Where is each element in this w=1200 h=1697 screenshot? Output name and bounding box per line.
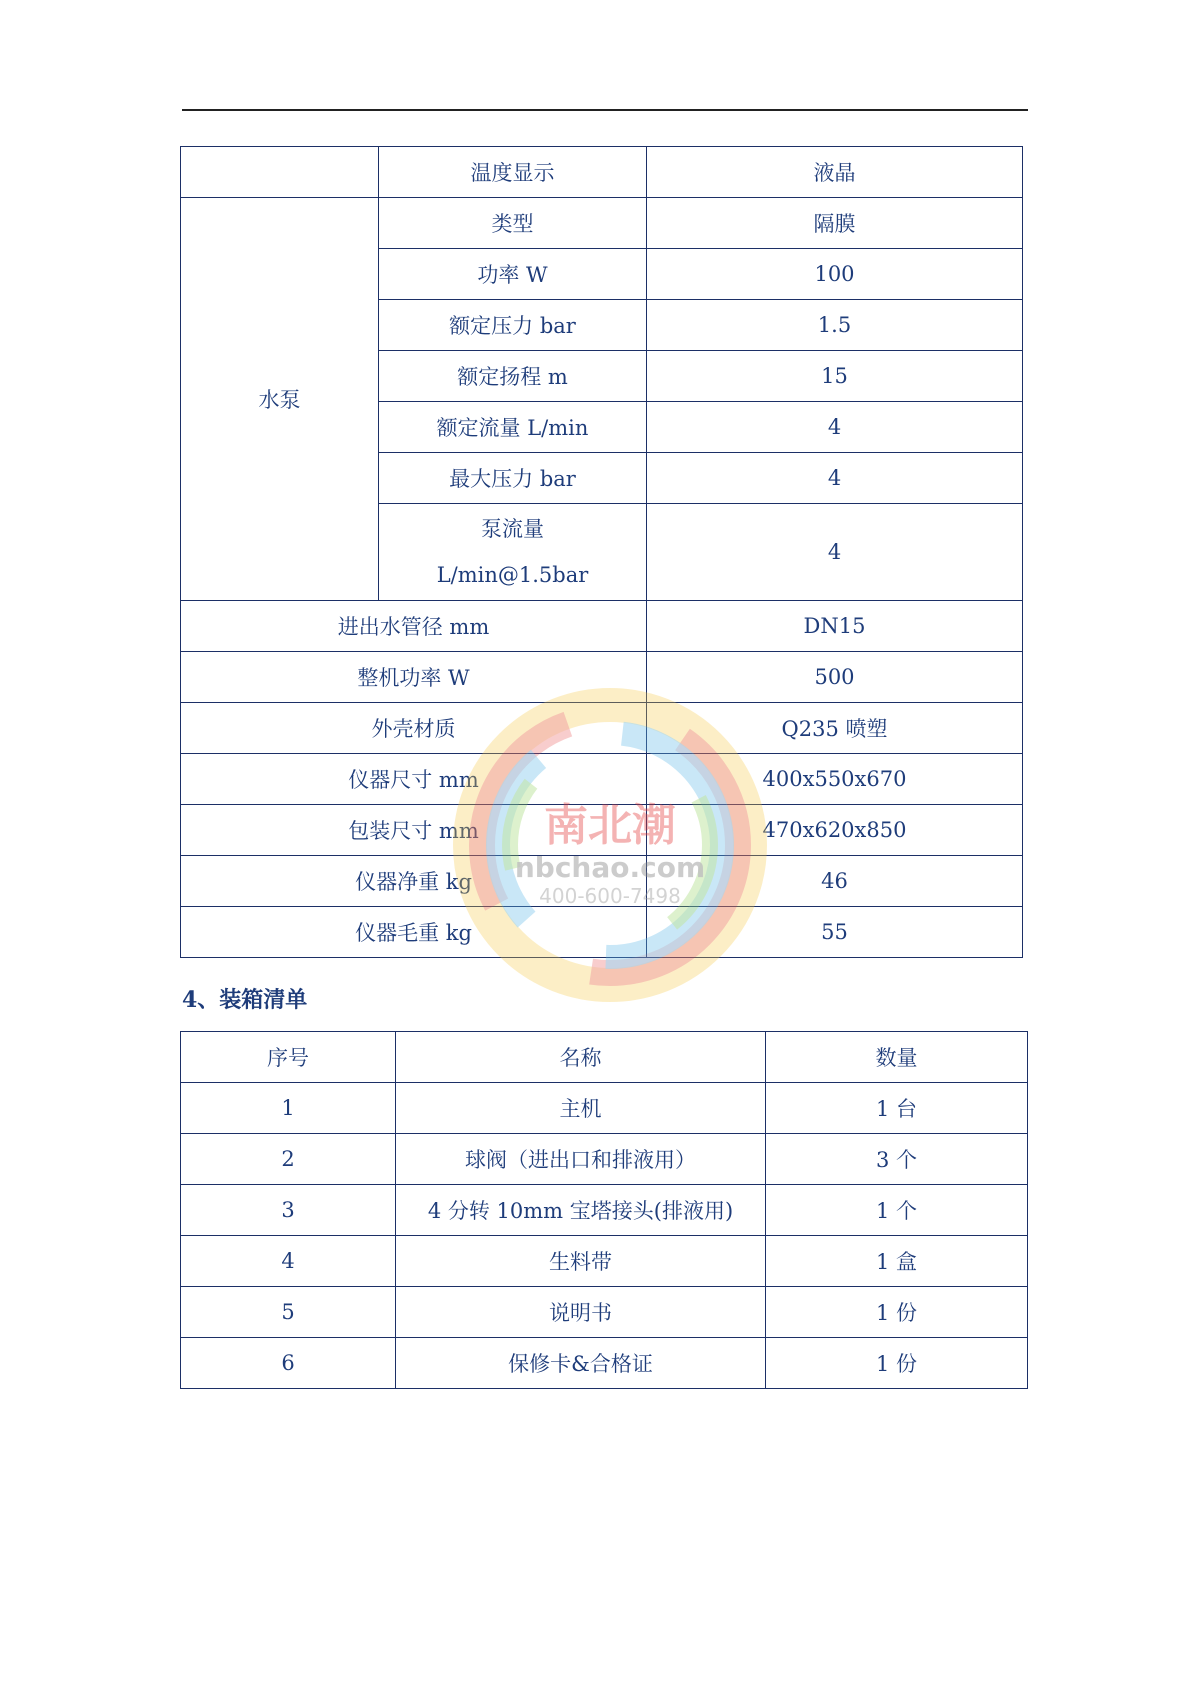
spec-value: 4 [647, 453, 1023, 504]
spec-value: 4 [647, 504, 1023, 601]
spec-label: 类型 [379, 198, 647, 249]
spec-label: 仪器净重 kg [181, 856, 647, 907]
flow-label-line2: L/min@1.5bar [436, 563, 589, 587]
spec-label: 外壳材质 [181, 703, 647, 754]
spec-value: 400x550x670 [647, 754, 1023, 805]
table-row [181, 805, 1023, 856]
spec-value: 15 [647, 351, 1023, 402]
table-row [181, 198, 1023, 249]
spec-value: 470x620x850 [647, 805, 1023, 856]
spec-value: DN15 [647, 601, 1023, 652]
table-row [181, 703, 1023, 754]
table-row [181, 147, 1023, 198]
spec-table [180, 146, 1023, 958]
row-index: 5 [181, 1287, 396, 1338]
item-qty: 1 份 [766, 1287, 1028, 1338]
watermark-brand: 南北潮 [544, 800, 676, 851]
item-qty: 3 个 [766, 1134, 1028, 1185]
row-index: 4 [181, 1236, 396, 1287]
spec-label: 仪器毛重 kg [181, 907, 647, 958]
item-qty: 1 台 [766, 1083, 1028, 1134]
table-row [181, 1236, 1028, 1287]
spec-label-flow [379, 504, 647, 601]
spec-value: 100 [647, 249, 1023, 300]
table-row [181, 1287, 1028, 1338]
packing-list-table [180, 1031, 1028, 1389]
item-name: 说明书 [396, 1287, 766, 1338]
spec-value: 55 [647, 907, 1023, 958]
table-row [181, 652, 1023, 703]
table-row [181, 1083, 1028, 1134]
watermark-domain: nbchao.com [514, 851, 706, 884]
header-rule [182, 109, 1028, 111]
spec-label: 最大压力 bar [379, 453, 647, 504]
spec-value: 46 [647, 856, 1023, 907]
pump-group-label: 水泵 [181, 198, 379, 601]
section-title: 4、装箱清单 [182, 987, 308, 1013]
item-name: 4 分转 10mm 宝塔接头(排液用) [396, 1185, 766, 1236]
spec-label: 额定扬程 m [379, 351, 647, 402]
item-name: 保修卡&合格证 [396, 1338, 766, 1389]
item-qty: 1 个 [766, 1185, 1028, 1236]
spec-label: 额定流量 L/min [379, 402, 647, 453]
table-row [181, 856, 1023, 907]
spec-value: 500 [647, 652, 1023, 703]
spec-label: 额定压力 bar [379, 300, 647, 351]
table-row [181, 1185, 1028, 1236]
item-name: 主机 [396, 1083, 766, 1134]
spec-label: 包装尺寸 mm [181, 805, 647, 856]
table-row [181, 907, 1023, 958]
row-index: 1 [181, 1083, 396, 1134]
item-qty: 1 份 [766, 1338, 1028, 1389]
row-index: 3 [181, 1185, 396, 1236]
column-header: 名称 [396, 1032, 766, 1083]
spec-value: 1.5 [647, 300, 1023, 351]
spec-label: 温度显示 [379, 147, 647, 198]
spec-label: 仪器尺寸 mm [181, 754, 647, 805]
spec-label: 功率 W [379, 249, 647, 300]
flow-label-line1: 泵流量 [481, 517, 544, 541]
row-index: 2 [181, 1134, 396, 1185]
table-row [181, 601, 1023, 652]
item-name: 生料带 [396, 1236, 766, 1287]
column-header: 数量 [766, 1032, 1028, 1083]
column-header: 序号 [181, 1032, 396, 1083]
table-row [181, 754, 1023, 805]
spec-label: 整机功率 W [181, 652, 647, 703]
spec-value: 隔膜 [647, 198, 1023, 249]
table-header-row [181, 1032, 1028, 1083]
table-row [181, 1338, 1028, 1389]
spec-label: 进出水管径 mm [181, 601, 647, 652]
item-qty: 1 盒 [766, 1236, 1028, 1287]
row-index: 6 [181, 1338, 396, 1389]
watermark-phone: 400-600-7498 [539, 884, 681, 908]
spec-empty-cell [181, 147, 379, 198]
spec-value: 4 [647, 402, 1023, 453]
table-row [181, 1134, 1028, 1185]
spec-value: Q235 喷塑 [647, 703, 1023, 754]
item-name: 球阀（进出口和排液用） [396, 1134, 766, 1185]
spec-value: 液晶 [647, 147, 1023, 198]
